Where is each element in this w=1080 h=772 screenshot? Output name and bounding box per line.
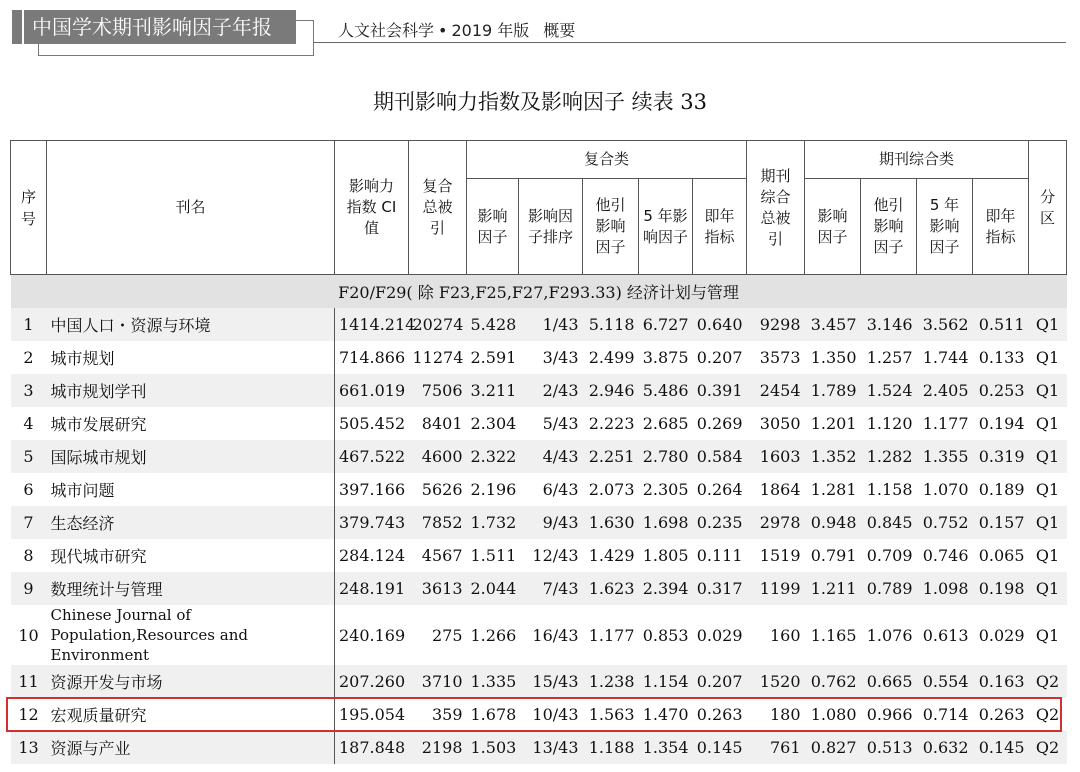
- cell-oif: 2.223: [588, 414, 635, 433]
- cell-jif: 1.201: [810, 414, 857, 433]
- cell-jtc: 160: [769, 625, 801, 645]
- row-index: 5: [11, 440, 47, 473]
- cell-oif: 2.946: [583, 374, 639, 407]
- zone-cell: Q1: [1029, 440, 1067, 473]
- table-row: [11, 572, 1067, 605]
- journal-name: 资源与产业: [47, 731, 335, 764]
- cell-jfif: 1.098: [917, 572, 973, 605]
- cell-jimm: 0.145: [973, 731, 1029, 764]
- cell-ci: 714.866: [339, 348, 406, 367]
- table-title: 期刊影响力指数及影响因子 续表 33: [372, 90, 708, 114]
- cell-jif: 0.827: [805, 731, 861, 764]
- cell-jimm: 0.133: [978, 348, 1025, 367]
- cell-jif: 1.080: [810, 705, 857, 724]
- col-zone: 分区: [1029, 141, 1067, 275]
- cell-joif: 0.709: [866, 546, 913, 565]
- cell-joif: 0.789: [861, 572, 917, 605]
- cell-jimm: 0.511: [973, 308, 1029, 341]
- cell-ci: 467.522: [335, 440, 409, 473]
- cell-joif: 1.257: [866, 348, 913, 367]
- cell-ci: 248.191: [335, 572, 409, 605]
- page-header: [0, 0, 1080, 60]
- zone-cell: Q1: [1029, 308, 1067, 341]
- cell-if: 1.503: [467, 731, 519, 764]
- cell-if: 5.428: [467, 308, 519, 341]
- row-index: 7: [11, 506, 47, 539]
- cell-rank: 3/43: [542, 348, 579, 367]
- cell-imm: 0.584: [693, 440, 747, 473]
- cell-if: 1.732: [467, 506, 519, 539]
- row-index: 12: [18, 705, 39, 724]
- col-journal-total-cited: 期刊综合总被引: [747, 141, 805, 275]
- col-ci: 影响力指数 CI 值: [335, 141, 409, 275]
- cell-jif: 3.457: [805, 308, 861, 341]
- cell-jtc: 3573: [759, 348, 801, 367]
- cell-imm: 0.263: [696, 705, 743, 724]
- cell-oif: 1.188: [583, 731, 639, 764]
- cell-ci: 1414.214: [335, 308, 409, 341]
- cell-jfif: 0.746: [922, 546, 969, 565]
- cell-rank: 9/43: [519, 506, 583, 539]
- cell-rank: 12/43: [532, 546, 579, 565]
- cell-if: 1.266: [470, 625, 517, 645]
- cell-jimm: 0.029: [978, 625, 1025, 645]
- cell-jimm: 0.263: [978, 705, 1025, 724]
- cell-imm: 0.111: [696, 546, 743, 565]
- col-seq: 序号: [11, 141, 47, 275]
- zone-cell: Q1: [1035, 414, 1060, 433]
- cell-fif: 6.727: [639, 308, 693, 341]
- row-index: 2: [23, 348, 34, 367]
- cell-if: 1.678: [470, 705, 517, 724]
- row-index: 10: [18, 625, 39, 645]
- cell-rank: 4/43: [519, 440, 583, 473]
- cell-joif: 0.665: [861, 665, 917, 698]
- cell-jimm: 0.319: [973, 440, 1029, 473]
- cell-jif: 0.791: [810, 546, 857, 565]
- cell-if: 1.511: [470, 546, 517, 565]
- cell-fif: 2.305: [642, 480, 689, 499]
- cell-jtc: 2454: [747, 374, 805, 407]
- journal-name: 城市发展研究: [47, 407, 335, 440]
- col-total-cited: 复合总被引: [409, 141, 467, 275]
- cell-ci: 379.743: [335, 506, 409, 539]
- row-index: 13: [11, 731, 47, 764]
- cell-rank: 7/43: [519, 572, 583, 605]
- cell-imm: 0.640: [693, 308, 747, 341]
- header-subtitle: [338, 18, 575, 41]
- table-row: [11, 605, 1067, 665]
- journal-name: 中国人口・资源与环境: [47, 308, 335, 341]
- cell-jfif: 1.070: [922, 480, 969, 499]
- cell-joif: 1.120: [866, 414, 913, 433]
- col-j-immediacy: 即年指标: [973, 179, 1029, 275]
- cell-tc: 20274: [409, 308, 467, 341]
- cell-joif: 0.513: [861, 731, 917, 764]
- cell-jimm: 0.163: [973, 665, 1029, 698]
- cell-joif: 0.845: [861, 506, 917, 539]
- cell-jimm: 0.253: [973, 374, 1029, 407]
- cell-oif: 1.238: [583, 665, 639, 698]
- cell-if: 3.211: [467, 374, 519, 407]
- cell-jif: 0.762: [805, 665, 861, 698]
- category-label: F20/F29( 除 F23,F25,F27,F293.33) 经济计划与管理: [11, 275, 1067, 309]
- col-other-cited-if: 他引影响因子: [583, 179, 639, 275]
- cell-jif: 1.350: [810, 348, 857, 367]
- table-row: [11, 539, 1067, 572]
- cell-jfif: 2.405: [917, 374, 973, 407]
- cell-tc: 359: [431, 705, 463, 724]
- col-j-other-cited-if: 他引影响因子: [861, 179, 917, 275]
- cell-oif: 1.563: [588, 705, 635, 724]
- cell-fif: 1.154: [639, 665, 693, 698]
- cell-imm: 0.145: [693, 731, 747, 764]
- header-rule: [314, 42, 1066, 43]
- cell-jimm: 0.189: [978, 480, 1025, 499]
- cell-tc: 7506: [409, 374, 467, 407]
- cell-jtc: 1603: [747, 440, 805, 473]
- zone-cell: Q2: [1029, 665, 1067, 698]
- col-five-year-if: 5 年影响因子: [639, 179, 693, 275]
- row-index: 1: [11, 308, 47, 341]
- zone-cell: Q1: [1035, 625, 1060, 645]
- cell-jif: 1.165: [810, 625, 857, 645]
- header-subject: 人文社会科学: [338, 21, 435, 40]
- cell-tc: 4600: [409, 440, 467, 473]
- journal-name: 生态经济: [47, 506, 335, 539]
- cell-rank: 6/43: [542, 480, 579, 499]
- cell-jimm: 0.065: [978, 546, 1025, 565]
- cell-fif: 3.875: [642, 348, 689, 367]
- cell-oif: 2.499: [588, 348, 635, 367]
- cell-if: 2.196: [470, 480, 517, 499]
- cell-rank: 5/43: [542, 414, 579, 433]
- col-j-impact-factor: 影响因子: [805, 179, 861, 275]
- cell-imm: 0.317: [693, 572, 747, 605]
- cell-joif: 1.282: [861, 440, 917, 473]
- cell-if: 1.335: [467, 665, 519, 698]
- cell-if: 2.322: [467, 440, 519, 473]
- cell-fif: 2.685: [642, 414, 689, 433]
- journal-name: 现代城市研究: [47, 539, 335, 572]
- cell-ci: 195.054: [339, 705, 406, 724]
- cell-tc: 11274: [412, 348, 464, 367]
- journal-name: Chinese Journal of Population,Resources and Environment: [47, 605, 335, 665]
- table-row: [11, 665, 1067, 698]
- cell-jfif: 3.562: [917, 308, 973, 341]
- col-immediacy: 即年指标: [693, 179, 747, 275]
- cell-rank: 13/43: [519, 731, 583, 764]
- zone-cell: Q1: [1029, 374, 1067, 407]
- cell-jimm: 0.194: [978, 414, 1025, 433]
- header-edition: 2019 年版: [451, 21, 530, 40]
- table-row: [11, 308, 1067, 341]
- cell-imm: 0.235: [693, 506, 747, 539]
- cell-joif: 1.524: [861, 374, 917, 407]
- highlight-box: [6, 697, 1062, 732]
- cell-fif: 2.394: [639, 572, 693, 605]
- zone-cell: Q1: [1035, 348, 1060, 367]
- cell-jif: 0.948: [805, 506, 861, 539]
- row-index: 8: [23, 546, 34, 565]
- cell-rank: 16/43: [532, 625, 579, 645]
- cell-jtc: 1519: [759, 546, 801, 565]
- cell-oif: 2.251: [583, 440, 639, 473]
- cell-jimm: 0.157: [973, 506, 1029, 539]
- cell-jfif: 0.752: [917, 506, 973, 539]
- cell-fif: 0.853: [642, 625, 689, 645]
- cell-oif: 5.118: [583, 308, 639, 341]
- cell-tc: 5626: [421, 480, 463, 499]
- cell-imm: 0.264: [696, 480, 743, 499]
- category-row: [11, 275, 1067, 309]
- zone-cell: Q2: [1029, 731, 1067, 764]
- cell-jfif: 0.613: [922, 625, 969, 645]
- header-bullet: •: [438, 21, 448, 40]
- cell-jif: 1.352: [805, 440, 861, 473]
- cell-jtc: 761: [747, 731, 805, 764]
- cell-joif: 1.158: [866, 480, 913, 499]
- cell-rank: 10/43: [532, 705, 579, 724]
- table-row: [11, 473, 1067, 506]
- cell-tc: 275: [431, 625, 463, 645]
- cell-jtc: 1864: [759, 480, 801, 499]
- journal-name: 宏观质量研究: [47, 698, 335, 731]
- cell-joif: 0.966: [866, 705, 913, 724]
- zone-cell: Q2: [1035, 705, 1060, 724]
- col-group-journal: 期刊综合类: [805, 141, 1029, 179]
- zone-cell: Q1: [1029, 572, 1067, 605]
- header-section: 概要: [543, 21, 576, 40]
- table-body: [11, 275, 1067, 765]
- cell-tc: 3613: [409, 572, 467, 605]
- row-index: 9: [11, 572, 47, 605]
- cell-ci: 284.124: [339, 546, 406, 565]
- cell-fif: 1.470: [642, 705, 689, 724]
- zone-cell: Q1: [1029, 506, 1067, 539]
- cell-jimm: 0.198: [973, 572, 1029, 605]
- cell-jtc: 180: [769, 705, 801, 724]
- zone-cell: Q1: [1035, 546, 1060, 565]
- cell-ci: 207.260: [335, 665, 409, 698]
- cell-jtc: 1199: [747, 572, 805, 605]
- row-index: 6: [23, 480, 34, 499]
- cell-jfif: 0.714: [922, 705, 969, 724]
- book-title: 中国学术期刊影响因子年报: [24, 10, 296, 44]
- cell-oif: 1.429: [588, 546, 635, 565]
- row-index: 3: [11, 374, 47, 407]
- zone-cell: Q1: [1035, 480, 1060, 499]
- cell-ci: 661.019: [335, 374, 409, 407]
- journal-table: [10, 140, 1067, 764]
- cell-ci: 240.169: [339, 625, 406, 645]
- cell-rank: 2/43: [519, 374, 583, 407]
- table-row: [11, 341, 1067, 374]
- journal-name: 国际城市规划: [47, 440, 335, 473]
- cell-imm: 0.207: [693, 665, 747, 698]
- cell-ci: 187.848: [335, 731, 409, 764]
- table-row: [11, 374, 1067, 407]
- cell-ci: 397.166: [339, 480, 406, 499]
- cell-imm: 0.269: [696, 414, 743, 433]
- cell-fif: 1.805: [642, 546, 689, 565]
- cell-tc: 3710: [409, 665, 467, 698]
- cell-jfif: 1.177: [922, 414, 969, 433]
- table-row: [11, 506, 1067, 539]
- cell-fif: 1.354: [639, 731, 693, 764]
- cell-fif: 1.698: [639, 506, 693, 539]
- cell-oif: 1.177: [588, 625, 635, 645]
- cell-jfif: 1.355: [917, 440, 973, 473]
- cell-rank: 15/43: [519, 665, 583, 698]
- journal-name: 资源开发与市场: [47, 665, 335, 698]
- cell-joif: 3.146: [861, 308, 917, 341]
- cell-fif: 5.486: [639, 374, 693, 407]
- cell-jif: 1.281: [810, 480, 857, 499]
- table-row: [11, 731, 1067, 764]
- cell-jtc: 1520: [747, 665, 805, 698]
- cell-jfif: 0.554: [917, 665, 973, 698]
- cell-if: 2.304: [470, 414, 517, 433]
- cell-tc: 2198: [409, 731, 467, 764]
- cell-jif: 1.789: [805, 374, 861, 407]
- journal-name: 城市规划: [47, 341, 335, 374]
- cell-oif: 2.073: [588, 480, 635, 499]
- cell-if: 2.044: [467, 572, 519, 605]
- table-row: [11, 440, 1067, 473]
- cell-tc: 8401: [421, 414, 463, 433]
- cell-tc: 4567: [421, 546, 463, 565]
- row-index: 4: [23, 414, 34, 433]
- cell-joif: 1.076: [866, 625, 913, 645]
- col-if-rank: 影响因子排序: [519, 179, 583, 275]
- cell-oif: 1.630: [583, 506, 639, 539]
- journal-name: 数理统计与管理: [47, 572, 335, 605]
- header-accent-bar: [12, 10, 22, 44]
- col-j-five-year-if: 5 年影响因子: [917, 179, 973, 275]
- cell-imm: 0.029: [696, 625, 743, 645]
- cell-oif: 1.623: [583, 572, 639, 605]
- cell-jif: 1.211: [805, 572, 861, 605]
- journal-name: 城市问题: [47, 473, 335, 506]
- table-row: [11, 407, 1067, 440]
- row-index: 11: [11, 665, 47, 698]
- cell-ci: 505.452: [339, 414, 406, 433]
- cell-imm: 0.207: [696, 348, 743, 367]
- cell-imm: 0.391: [693, 374, 747, 407]
- col-group-composite: 复合类: [467, 141, 747, 179]
- cell-fif: 2.780: [639, 440, 693, 473]
- cell-tc: 7852: [409, 506, 467, 539]
- cell-jfif: 1.744: [922, 348, 969, 367]
- cell-jtc: 9298: [747, 308, 805, 341]
- col-name: 刊名: [47, 141, 335, 275]
- cell-if: 2.591: [470, 348, 517, 367]
- cell-rank: 1/43: [519, 308, 583, 341]
- journal-name: 城市规划学刊: [47, 374, 335, 407]
- cell-jtc: 3050: [759, 414, 801, 433]
- cell-jfif: 0.632: [917, 731, 973, 764]
- cell-jtc: 2978: [747, 506, 805, 539]
- col-impact-factor: 影响因子: [467, 179, 519, 275]
